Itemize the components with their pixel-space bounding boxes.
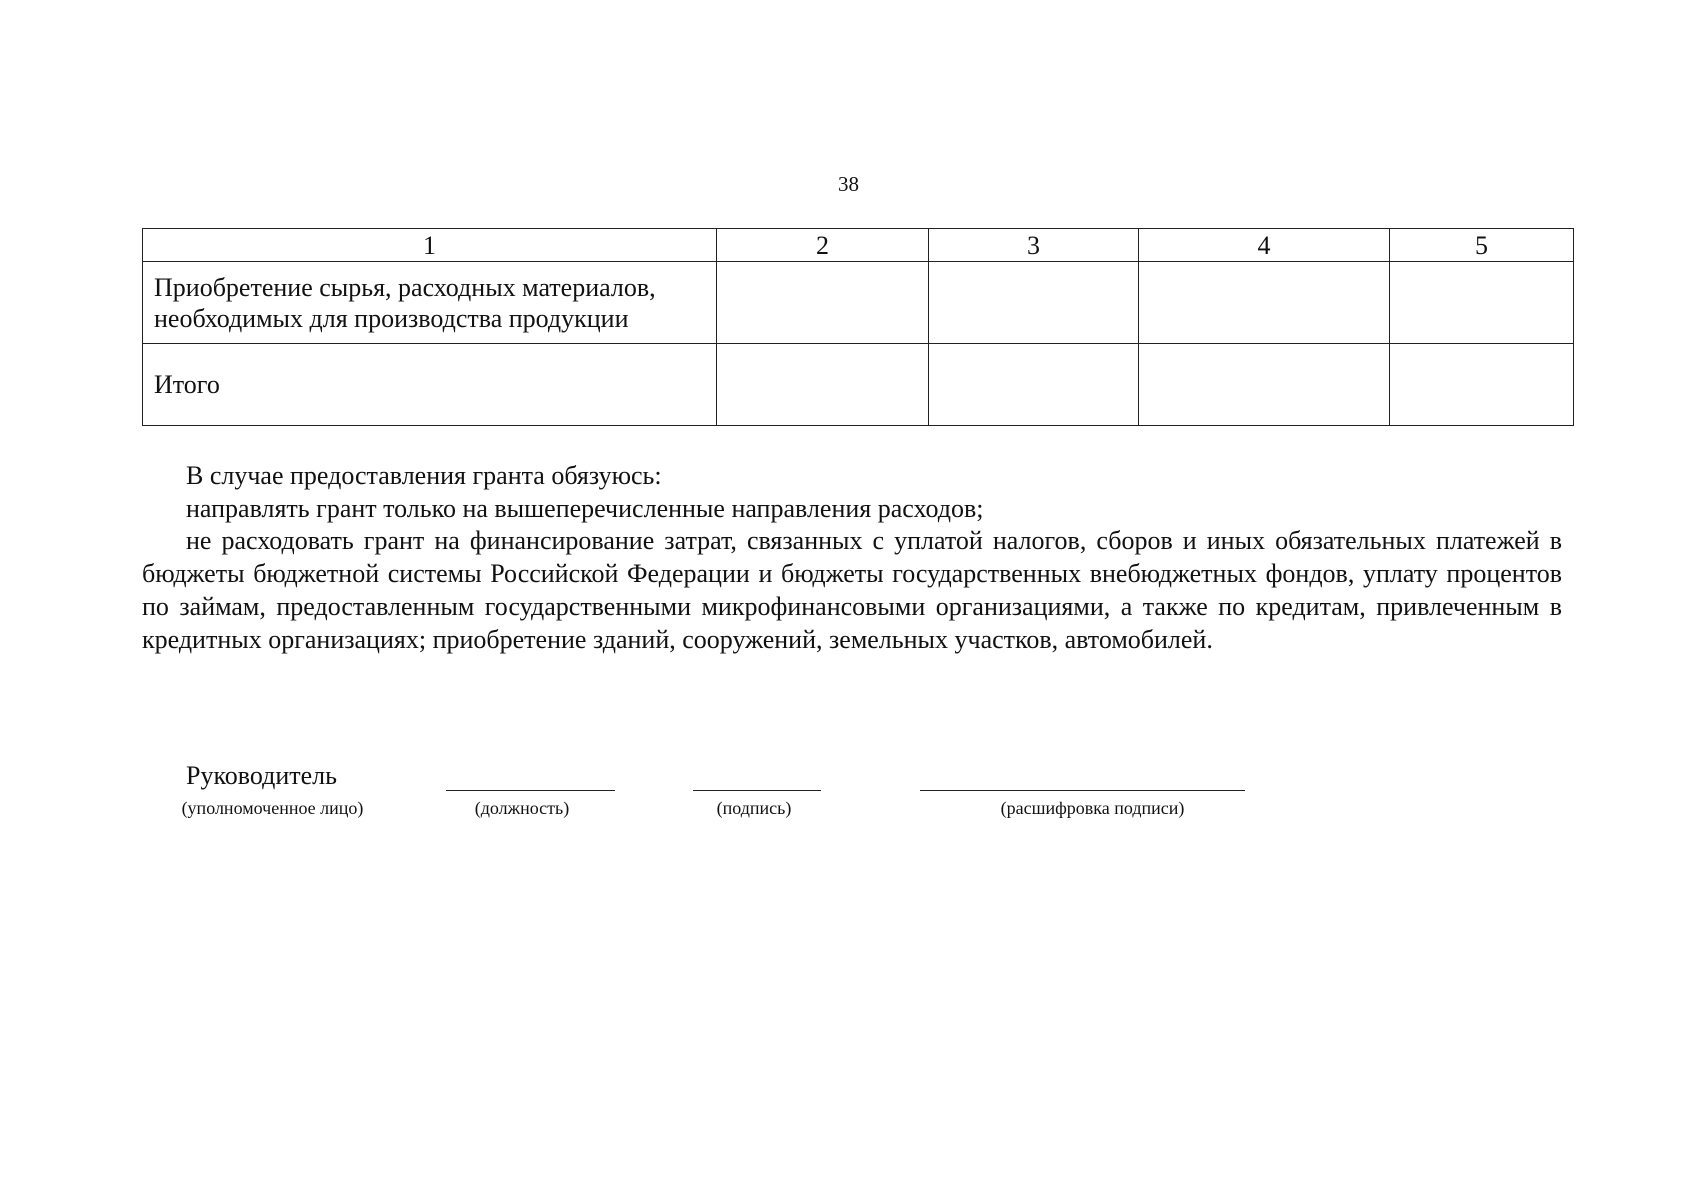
table-cell (1139, 262, 1390, 344)
signature-caption: (подпись) (716, 798, 792, 818)
row-label (143, 344, 717, 426)
commitment-item: не расходовать грант на финансирование затрат, связанных с уплатой налогов, сборов и иных обязательных платежей в бюджеты бюджетной системы Российской Федерации и бюджеты государственных внебюджетных фондов, уплату процентов по займам, предоставленным государственными микрофинансовыми организациями, а также по кредитам, привлеченным в кредитных организациях; приобретение зданий, сооружений, земельных участков, автомобилей. (142, 526, 1562, 654)
table-row (143, 262, 1574, 344)
table-cell (1390, 262, 1574, 344)
page-number: 38 (838, 172, 859, 196)
commitment-text (142, 460, 1562, 656)
row-label (143, 262, 717, 344)
row-label-line: необходимых для производства продукции (154, 303, 629, 333)
table-cell (717, 262, 929, 344)
position-line (446, 790, 615, 791)
table-header-cell: 5 (1390, 229, 1574, 262)
table-header-cell: 4 (1139, 229, 1390, 262)
commitment-item: направлять грант только на вышеперечисленные направления расходов; (186, 493, 984, 523)
position-caption: (должность) (474, 798, 570, 818)
table-cell (929, 344, 1139, 426)
name-caption: (расшифровка подписи) (1000, 798, 1185, 818)
table-header-row (143, 229, 1574, 262)
table-cell (1139, 344, 1390, 426)
row-label-line: Приобретение сырья, расходных материалов, (154, 272, 656, 302)
table-cell (717, 344, 929, 426)
signature-line (693, 790, 821, 791)
commitment-intro: В случае предоставления гранта обязуюсь: (186, 461, 662, 490)
table-header-cell: 2 (717, 229, 929, 262)
table-header-cell: 1 (143, 229, 717, 262)
table-cell (929, 262, 1139, 344)
name-line (920, 790, 1245, 791)
row-label-line: Итого (154, 370, 220, 399)
table-cell (1390, 344, 1574, 426)
table-row-total (143, 344, 1574, 426)
signatory-caption: (уполномоченное лицо) (181, 798, 364, 818)
expense-table (142, 228, 1574, 426)
table-header-cell: 3 (929, 229, 1139, 262)
signatory-title: Руководитель (186, 761, 337, 790)
